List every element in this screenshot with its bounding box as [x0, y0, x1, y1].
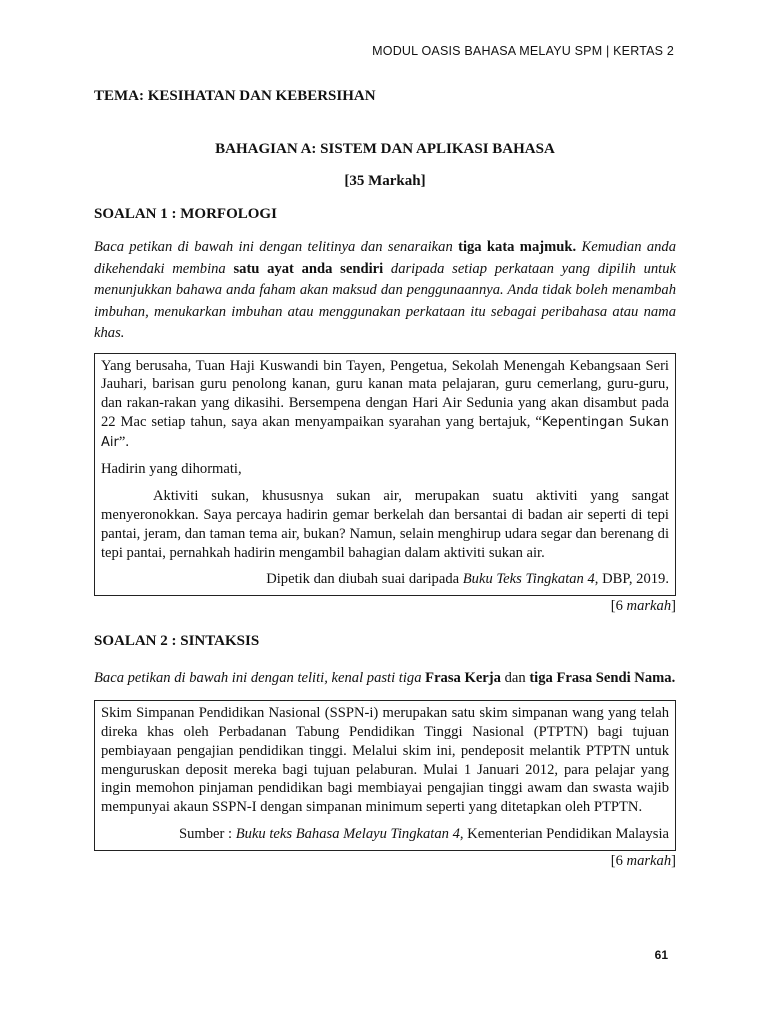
question-2-title: SOALAN 2 : SINTAKSIS — [94, 633, 260, 650]
question-1-instructions: Baca petikan di bawah ini dengan telitinya dan senaraikan tiga kata majmuk. Kemudian anda dikehendaki membina satu ayat anda sendiri daripada setiap perkataan yang dipilih untuk menunjukkan bahawa anda faham akan maksud dan penggunaannya. Anda tidak boleh menambah imbuhan, menukarkan imbuhan atau menggunakan perkataan itu sebagai peribahasa atau nama khas. — [94, 239, 677, 341]
section-heading: BAHAGIAN A: SISTEM DAN APLIKASI BAHASA — [215, 141, 555, 157]
page-content — [94, 88, 676, 870]
question-2-passage-box — [94, 700, 676, 851]
question-1-marks: [6 markah] — [610, 598, 676, 615]
question-1-passage-box — [94, 353, 676, 597]
passage-1-paragraph-3: Aktiviti sukan, khususnya sukan air, merupakan suatu aktiviti yang sangat menyeronokkan. Saya percaya hadirin gemar berkelah dan bersantai di badan air seperti di tepi pantai, jeram, dan taman tema air, bukan? Namun, selain menghirup udara segar dan berenang di tepi pantai, pernahkah hadirin mengambil bahagian dalam aktiviti sukan air. — [101, 488, 669, 561]
running-header: MODUL OASIS BAHASA MELAYU SPM | KERTAS 2 — [372, 44, 674, 58]
page-number: 61 — [654, 948, 668, 962]
theme-heading: TEMA: KESIHATAN DAN KEBERSIHAN — [94, 88, 376, 104]
passage-2-source: Sumber : Buku teks Bahasa Melayu Tingkatan 4, Kementerian Pendidikan Malaysia — [178, 826, 669, 843]
passage-1-paragraph-1: Yang berusaha, Tuan Haji Kuswandi bin Tayen, Pengetua, Sekolah Menengah Kebangsaan Seri Jauhari, barisan guru penolong kanan, guru kanan mata pelajaran, guru cemerlang, guru-guru, dan rakan-rakan yang dikasihi. Bersempena dengan Hari Air Sedunia yang akan disambut pada 22 Mac setiap tahun, saya akan menyampaikan syarahan yang bertajuk, “Kepentingan Sukan Air”. — [101, 357, 670, 450]
passage-2-paragraph-1: Skim Simpanan Pendidikan Nasional (SSPN-i) merupakan satu skim simpanan wang yang telah direka khas oleh Perbadanan Tabung Pendidikan Tinggi Nasional (PTPTN) bagi tujuan pembiayaan pengajian pendidikan tinggi. Melalui skim ini, pendeposit melantik PTPTN untuk menguruskan deposit mereka bagi tujuan pelaburan. Mulai 1 Januari 2012, para pelajar yang ingin memohon pinjaman pendidikan bagi membiayai pengajian tinggi awam dan swasta wajib mempunyai akaun SSPN-I dengan simpanan minimum seperti yang ditetapkan oleh PTPTN. — [101, 705, 669, 816]
question-2-instructions: Baca petikan di bawah ini dengan teliti, kenal pasti tiga Frasa Kerja dan tiga Frasa Sendi Nama. — [94, 670, 676, 687]
question-1-title: SOALAN 1 : MORFOLOGI — [94, 206, 277, 222]
question-2-marks: [6 markah] — [610, 852, 676, 869]
passage-1-source: Dipetik dan diubah suai daripada Buku Teks Tingkatan 4, DBP, 2019. — [266, 571, 669, 588]
passage-1-paragraph-2: Hadirin yang dihormati, — [101, 461, 242, 478]
total-marks: [35 Markah] — [344, 173, 426, 189]
